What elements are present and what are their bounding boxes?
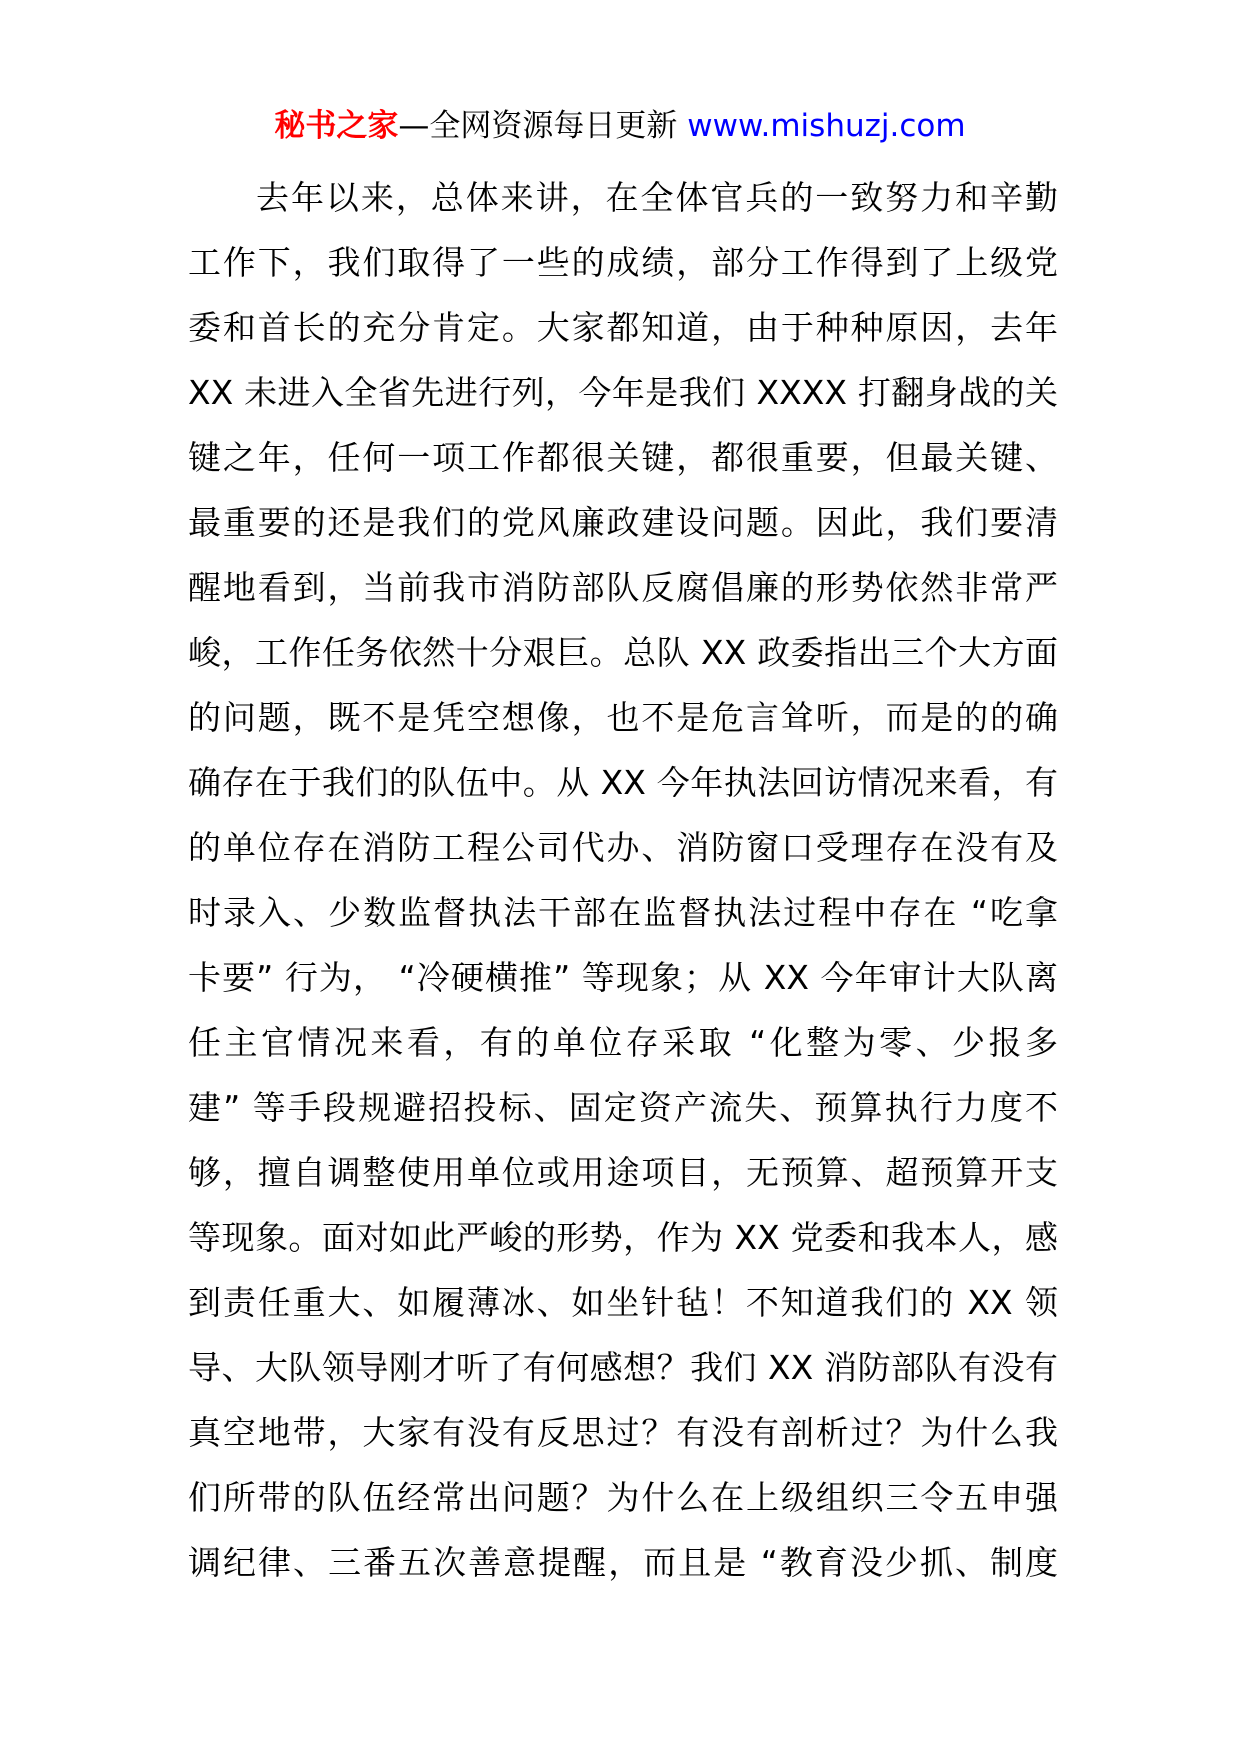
text-line: 的单位存在消防工程公司代办、消防窗口受理存在没有及 [188,828,1058,867]
text-line: 确存在于我们的队伍中。从 XX 今年执法回访情况来看，有 [188,763,1058,802]
page-header [0,104,1240,148]
text-line: 键之年，任何一项工作都很关键，都很重要，但最关键、 [188,438,1058,477]
text-line: 工作下，我们取得了一些的成绩，部分工作得到了上级党 [188,243,1058,282]
text-line: XX 未进入全省先进行列，今年是我们 XXXX 打翻身战的关 [188,373,1058,412]
text-line: 委和首长的充分肯定。大家都知道，由于种种原因，去年 [188,308,1058,347]
text-line: 够，擅自调整使用单位或用途项目，无预算、超预算开支 [188,1153,1058,1192]
text-line: 的问题，既不是凭空想像，也不是危言耸听，而是的的确 [188,698,1058,737]
text-line: 醒地看到，当前我市消防部队反腐倡廉的形势依然非常严 [188,568,1058,607]
brand-name: 秘书之家 [274,108,399,144]
website-url[interactable]: www.mishuzj.com [687,108,966,144]
text-line: 导、大队领导刚才听了有何感想？我们 XX 消防部队有没有 [188,1348,1058,1387]
text-line: 真空地带，大家有没有反思过？有没有剖析过？为什么我 [188,1413,1058,1452]
text-line: 们所带的队伍经常出问题？为什么在上级组织三令五申强 [188,1478,1058,1517]
text-line: 去年以来，总体来讲，在全体官兵的一致努力和辛勤 [256,178,1058,217]
text-line: 卡要” 行为， “冷硬横推” 等现象；从 XX 今年审计大队离 [188,958,1058,997]
text-line: 到责任重大、如履薄冰、如坐针毡！不知道我们的 XX 领 [188,1283,1058,1322]
text-line: 最重要的还是我们的党风廉政建设问题。因此，我们要清 [188,503,1058,542]
header-tagline: —全网资源每日更新 [398,108,688,144]
text-line: 时录入、少数监督执法干部在监督执法过程中存在 “吃拿 [188,893,1058,932]
text-line: 任主官情况来看，有的单位存采取 “化整为零、少报多 [188,1023,1058,1062]
text-line: 等现象。面对如此严峻的形势，作为 XX 党委和我本人，感 [188,1218,1058,1257]
text-line: 调纪律、三番五次善意提醒，而且是 “教育没少抓、制度 [188,1543,1058,1582]
text-line: 峻，工作任务依然十分艰巨。总队 XX 政委指出三个大方面 [188,633,1058,672]
body-paragraph [188,165,1058,1595]
text-line: 建” 等手段规避招投标、固定资产流失、预算执行力度不 [188,1088,1058,1127]
